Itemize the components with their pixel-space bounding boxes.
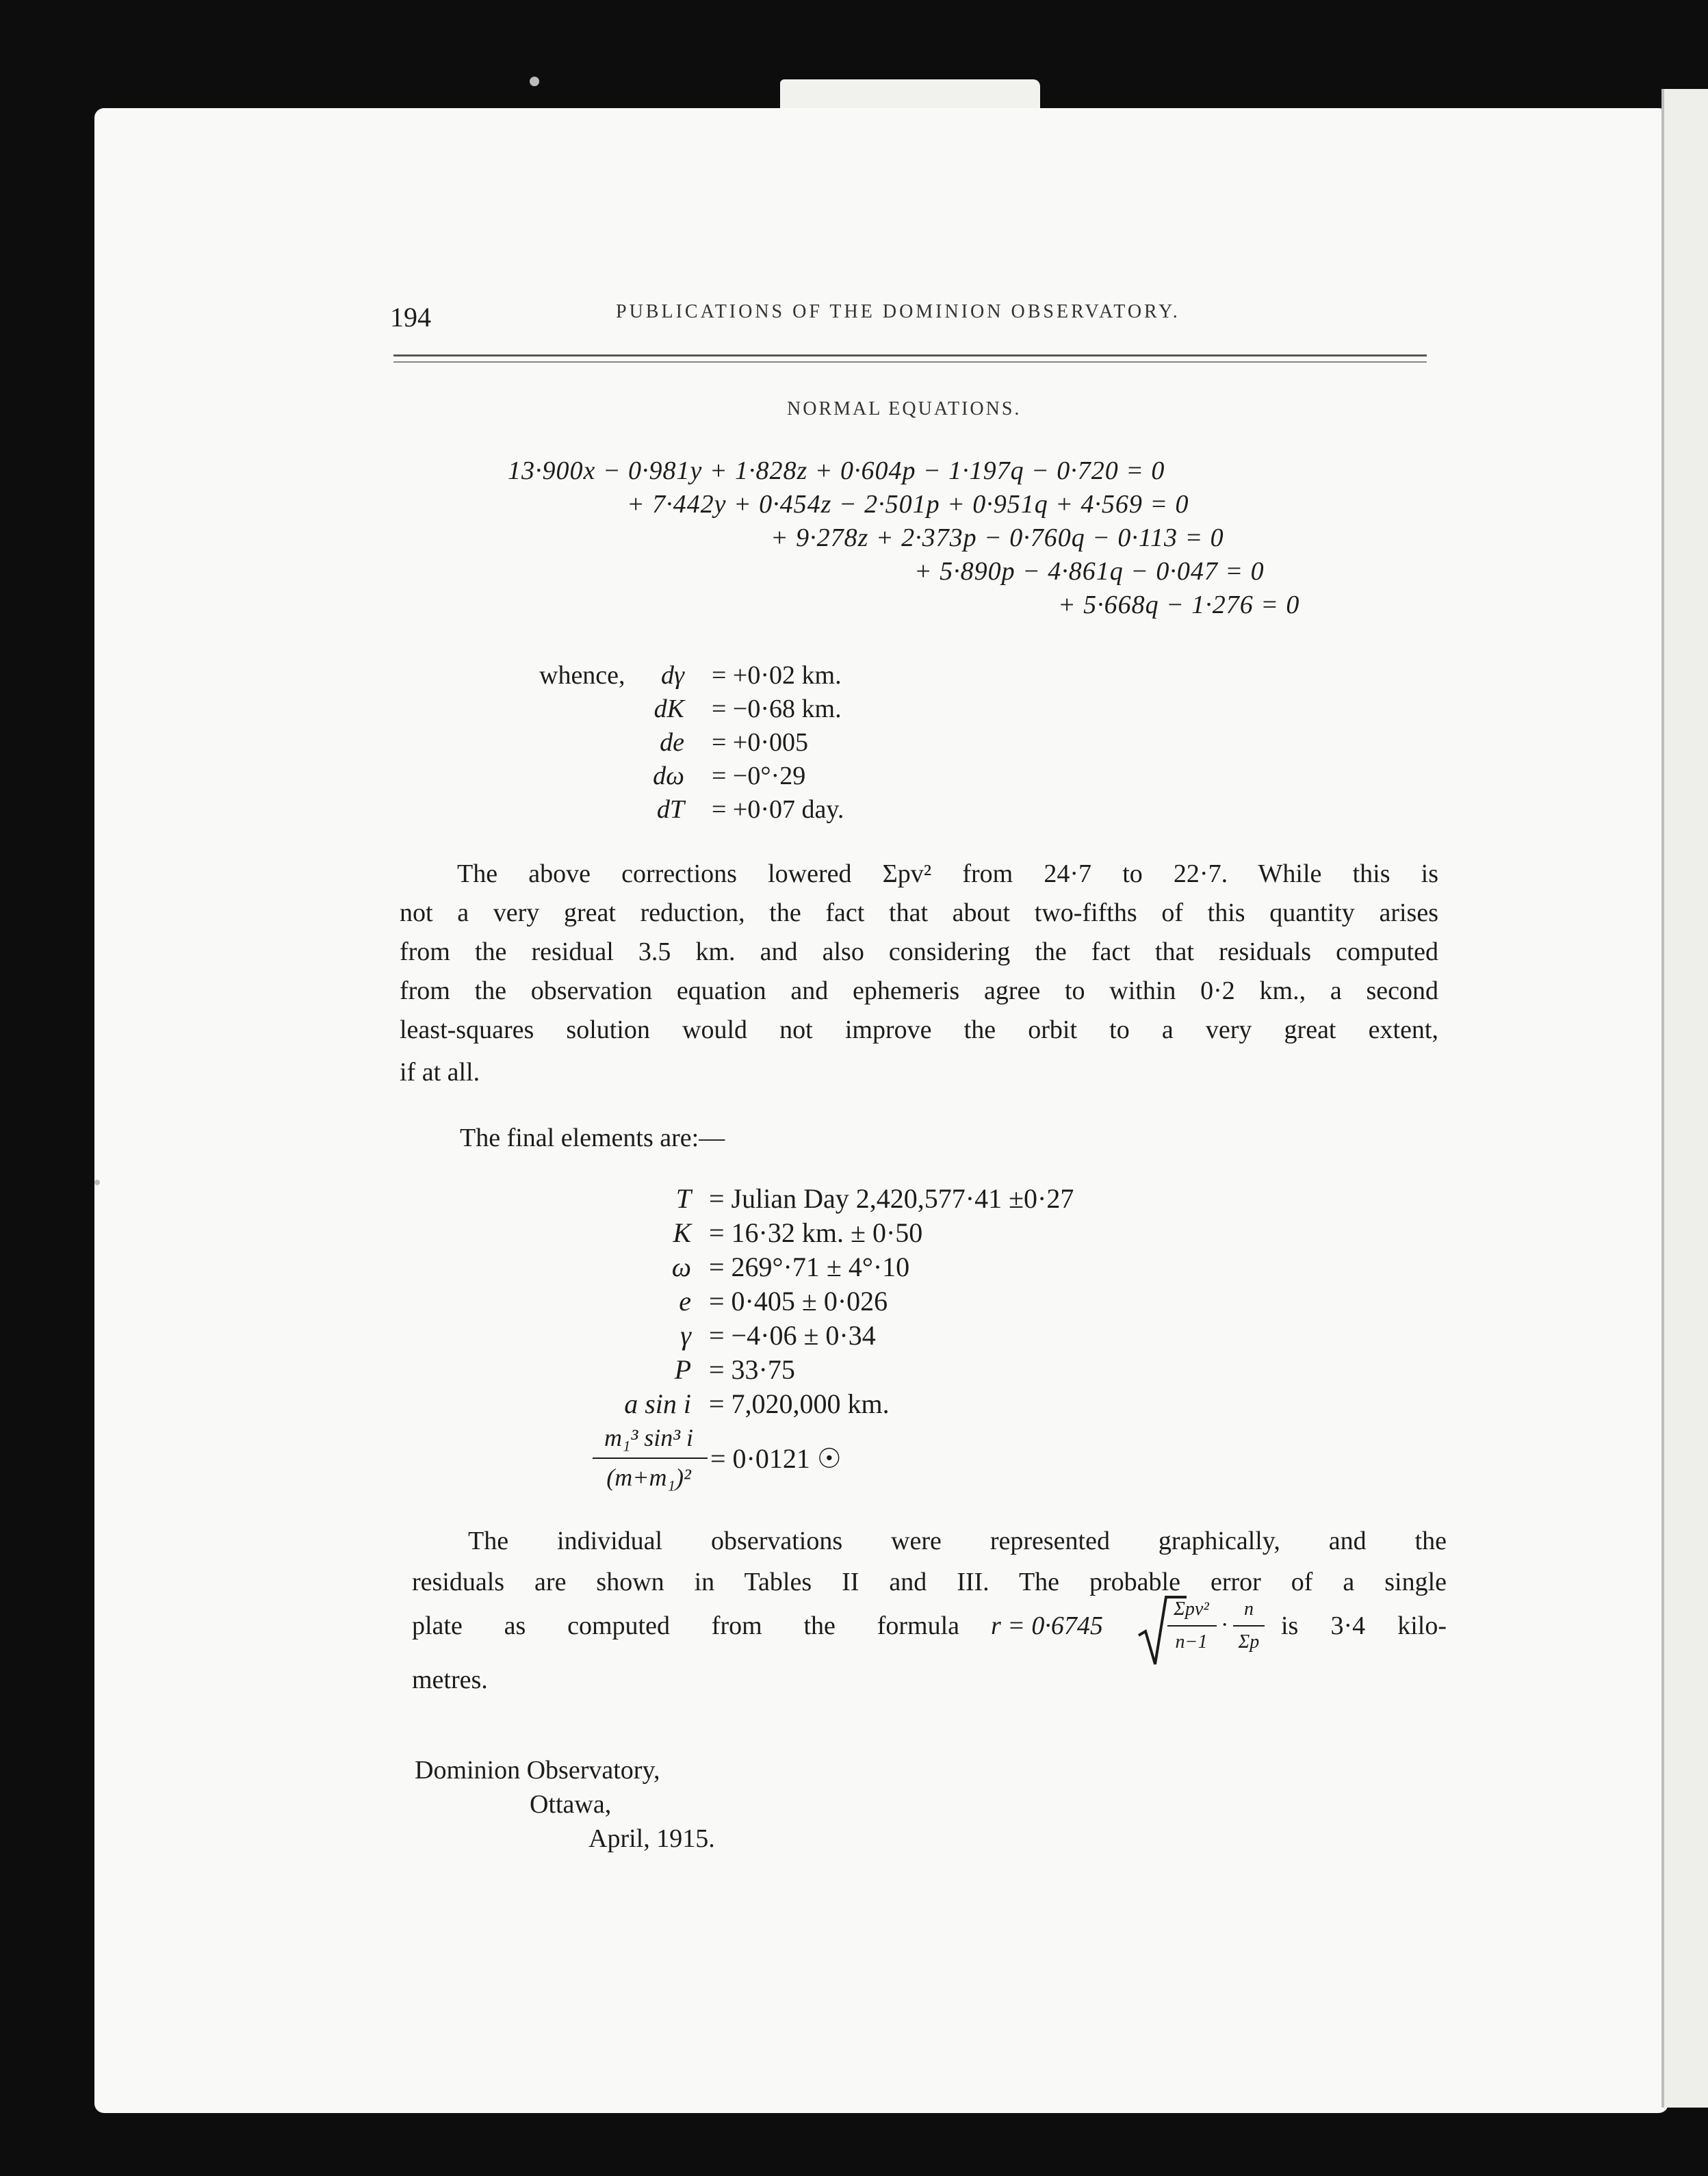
fraction-bar bbox=[1233, 1625, 1265, 1627]
fraction-bar bbox=[1167, 1625, 1217, 1627]
element-value: = 16·32 km. ± 0·50 bbox=[709, 1217, 923, 1248]
paragraph-line: from the observation equation and ephemeris agree to within 0·2 km., a second bbox=[400, 976, 1438, 1005]
whence-label: whence, bbox=[539, 661, 625, 690]
equation-line: 13·900x − 0·981y + 1·828z + 0·604p − 1·197q − 0·720 = 0 bbox=[508, 456, 1165, 485]
final-elements-intro: The final elements are:— bbox=[460, 1124, 725, 1152]
correction-value: = +0·07 day. bbox=[712, 795, 844, 824]
mass-function-value: = 0·0121 ☉ bbox=[710, 1443, 842, 1474]
correction-value: = +0·02 km. bbox=[712, 661, 842, 690]
header-rule-secondary bbox=[393, 361, 1427, 363]
equation-line: + 5·890p − 4·861q − 0·047 = 0 bbox=[914, 557, 1265, 586]
correction-symbol: dT bbox=[656, 795, 684, 824]
paragraph-line: not a very great reduction, the fact that about two-fifths of this quantity arises bbox=[400, 898, 1438, 927]
mass-function-denominator: (m+m₁)² bbox=[606, 1464, 691, 1491]
mass-function-numerator: m₁³ sin³ i bbox=[604, 1424, 694, 1451]
signature-city: Ottawa, bbox=[530, 1790, 612, 1819]
equation-line: + 9·278z + 2·373p − 0·760q − 0·113 = 0 bbox=[771, 523, 1224, 552]
element-symbol: a sin i bbox=[624, 1388, 691, 1419]
element-symbol: ω bbox=[671, 1252, 691, 1282]
paragraph-line: plate as computed from the formula bbox=[412, 1611, 959, 1640]
correction-value: = −0°·29 bbox=[712, 762, 806, 790]
sqrt-denominator: Σp bbox=[1238, 1631, 1260, 1653]
element-symbol: e bbox=[679, 1286, 691, 1317]
element-symbol: T bbox=[675, 1183, 691, 1214]
running-head: PUBLICATIONS OF THE DOMINION OBSERVATORY. bbox=[616, 301, 1180, 322]
adjacent-page-edge bbox=[1661, 89, 1708, 2108]
header-rule bbox=[393, 354, 1427, 357]
section-title: NORMAL EQUATIONS. bbox=[787, 398, 1022, 419]
signature-institution: Dominion Observatory, bbox=[415, 1756, 660, 1785]
paragraph-line: least-squares solution would not improve the orbit to a very great extent, bbox=[400, 1015, 1438, 1044]
element-symbol: K bbox=[673, 1217, 691, 1248]
element-value: = 33·75 bbox=[709, 1354, 795, 1385]
signature-date: April, 1915. bbox=[588, 1824, 715, 1853]
sqrt-numerator: Σpv² bbox=[1174, 1598, 1209, 1620]
speck bbox=[530, 77, 539, 86]
correction-value: = +0·005 bbox=[712, 728, 809, 757]
page-number: 194 bbox=[390, 302, 431, 333]
paragraph-line: from the residual 3.5 km. and also considering the fact that residuals computed bbox=[400, 937, 1438, 966]
speck bbox=[94, 1180, 100, 1185]
correction-symbol: de bbox=[660, 728, 684, 757]
paragraph-line: metres. bbox=[412, 1666, 488, 1694]
paragraph-line: is 3·4 kilo- bbox=[1281, 1611, 1447, 1640]
element-value: = 7,020,000 km. bbox=[709, 1388, 890, 1419]
element-symbol: γ bbox=[680, 1320, 691, 1351]
element-value: = 269°·71 ± 4°·10 bbox=[709, 1252, 910, 1282]
paragraph-line: residuals are shown in Tables II and III. The probable error of a single bbox=[412, 1568, 1447, 1596]
sqrt-denominator: n−1 bbox=[1175, 1631, 1208, 1653]
paragraph-line: The individual observations were represented graphically, and the bbox=[468, 1527, 1447, 1555]
equation-line: + 7·442y + 0·454z − 2·501p + 0·951q + 4·569 = 0 bbox=[627, 490, 1189, 519]
correction-symbol: dω bbox=[653, 762, 684, 790]
sqrt-numerator: n bbox=[1244, 1598, 1254, 1620]
correction-value: = −0·68 km. bbox=[712, 695, 842, 723]
fraction-bar bbox=[593, 1458, 708, 1459]
element-symbol: P bbox=[674, 1354, 691, 1385]
paragraph-line: The above corrections lowered Σpv² from 24·7 to 22·7. While this is bbox=[457, 859, 1438, 888]
paragraph-line: if at all. bbox=[400, 1058, 480, 1087]
formula-dot: · bbox=[1221, 1612, 1229, 1637]
formula-r: r = 0·6745 bbox=[991, 1611, 1103, 1640]
page-top-tab bbox=[780, 79, 1040, 112]
correction-symbol: dγ bbox=[661, 661, 684, 690]
element-value: = 0·405 ± 0·026 bbox=[709, 1286, 888, 1317]
element-value: = Julian Day 2,420,577·41 ±0·27 bbox=[709, 1183, 1074, 1214]
element-value: = −4·06 ± 0·34 bbox=[709, 1320, 876, 1351]
correction-symbol: dK bbox=[654, 695, 684, 723]
equation-line: + 5·668q − 1·276 = 0 bbox=[1058, 591, 1300, 619]
